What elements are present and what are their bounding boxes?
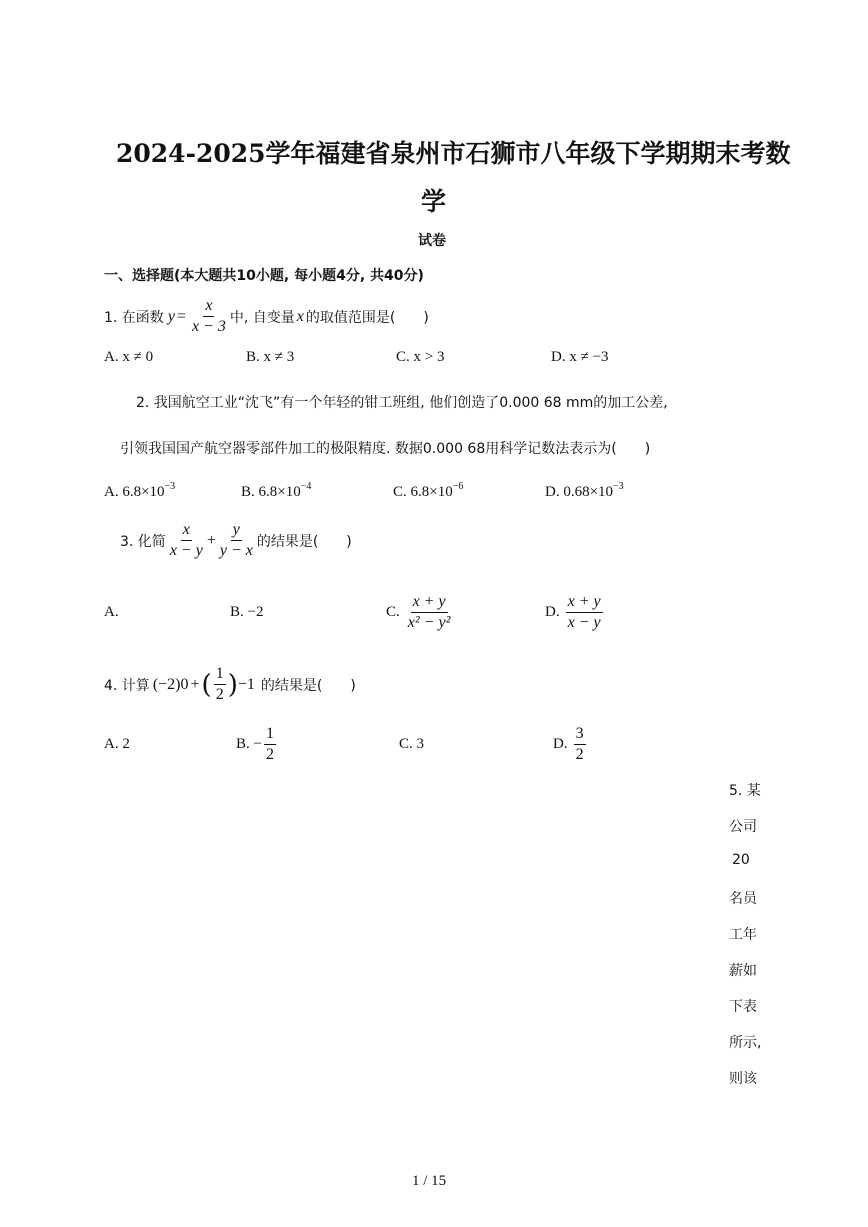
q3-option-d-label: D.: [545, 604, 560, 620]
q3-fraction-1: [168, 521, 205, 560]
q1-option-a[interactable]: A. x ≠ 0: [104, 349, 154, 365]
q2-option-d-text: D. 0.68×10: [545, 484, 614, 500]
q3-f1-num: x: [181, 521, 192, 541]
q5-text-line: 所示,: [729, 1035, 762, 1051]
q3-option-c[interactable]: [386, 593, 454, 632]
q2-option-c-text: C. 6.8×10: [393, 484, 453, 500]
q3-option-d-den: x − y: [567, 614, 601, 631]
q3-option-c-fraction: [406, 593, 453, 632]
q5-text-line: 名员: [729, 891, 757, 907]
q4-option-d-den: 2: [575, 746, 584, 763]
page-number: 1 / 15: [412, 1173, 447, 1189]
q1-eq: =: [176, 307, 186, 325]
q4-prefix: 4. 计算: [104, 677, 150, 694]
q4-option-c[interactable]: C. 3: [399, 736, 425, 752]
q1-option-d[interactable]: D. x ≠ −3: [551, 349, 609, 365]
section-heading: 一、选择题(本大题共10小题, 每小题4分, 共40分): [104, 268, 424, 284]
q2-option-c-exp: −6: [452, 481, 464, 492]
q1-suffix-b: 的取值范围是( ): [305, 309, 429, 326]
q2-option-c[interactable]: [393, 481, 463, 501]
q2-option-b-exp: −4: [300, 481, 312, 492]
q3-f1-den: x − y: [169, 542, 203, 559]
q4-option-d-label: D.: [553, 736, 568, 752]
q5-text-line: 工年: [729, 927, 757, 943]
q5-text-line: 薪如: [729, 963, 757, 979]
q2-line1: 2. 我国航空工业“沈飞”有一个年轻的钳工班组, 他们创造了0.000 68 mm的加工公差,: [136, 395, 668, 411]
q4-frac-num: 1: [214, 665, 226, 685]
q1-y: y: [167, 307, 175, 325]
q2-option-a-text: A. 6.8×10: [104, 484, 165, 500]
q3-option-b[interactable]: B. −2: [230, 604, 264, 620]
question-1: [104, 297, 429, 336]
q4-frac-den: 2: [215, 686, 224, 703]
q2-option-d[interactable]: [545, 481, 624, 501]
q3-option-d-num: x + y: [566, 593, 603, 613]
q5-text-line: 则该: [729, 1071, 757, 1087]
q4-base: (−2): [152, 675, 181, 693]
q5-text-line: 20: [732, 852, 750, 868]
q2-line2: 引领我国国产航空器零部件加工的极限精度. 数据0.000 68用科学记数法表示为( ): [120, 441, 651, 457]
q1-suffix-a: 中, 自变量: [229, 309, 295, 326]
q1-frac-den: x − 3: [191, 318, 226, 335]
q4-right-paren-icon: ): [227, 669, 238, 700]
q3-option-a[interactable]: A.: [104, 604, 119, 620]
q3-option-c-num: x + y: [411, 593, 448, 613]
q3-option-d-fraction: [566, 593, 603, 632]
q2-option-b[interactable]: [241, 481, 311, 501]
q3-prefix: 3. 化简: [120, 533, 166, 550]
q1-option-b[interactable]: B. x ≠ 3: [246, 349, 295, 365]
q1-option-c[interactable]: C. x > 3: [396, 349, 445, 365]
q3-f2-num: y: [231, 521, 242, 541]
page-title-line2: 学: [421, 187, 447, 216]
q2-option-d-exp: −3: [613, 481, 624, 492]
q1-prefix: 1. 在函数: [104, 309, 164, 326]
q4-option-a[interactable]: A. 2: [104, 736, 130, 752]
q5-text-line: 5. 某: [729, 783, 761, 799]
q4-option-d-fraction: [574, 725, 586, 764]
q3-option-c-den: x² − y²: [407, 614, 451, 631]
q1-fraction: [190, 297, 228, 336]
q3-f2-den: y − x: [219, 542, 253, 559]
q3-option-d[interactable]: [545, 593, 605, 632]
q4-fraction: [214, 665, 226, 704]
q2-option-b-text: B. 6.8×10: [241, 484, 301, 500]
question-3: [120, 521, 352, 560]
q3-suffix: 的结果是( ): [256, 533, 352, 550]
q4-plus: +: [190, 675, 200, 693]
q3-plus: +: [206, 531, 216, 549]
q4-option-d[interactable]: [553, 725, 588, 764]
q4-option-b-label: B. −: [236, 736, 262, 752]
q4-option-b-fraction: [264, 725, 276, 764]
q4-left-paren-icon: (: [201, 669, 212, 700]
q4-suffix: 的结果是( ): [260, 677, 356, 694]
page-subtitle: 试卷: [418, 233, 446, 249]
q4-exp1: −1: [237, 675, 255, 693]
q2-option-a-exp: −3: [164, 481, 176, 492]
page-title-line1: 2024-2025学年福建省泉州市石狮市八年级下学期期末考数: [116, 139, 791, 168]
q4-option-b[interactable]: [236, 725, 278, 764]
q4-exp0: 0: [180, 675, 189, 693]
q4-option-b-den: 2: [265, 746, 274, 763]
question-4: [104, 665, 356, 704]
q1-var: x: [296, 307, 304, 325]
q2-option-a[interactable]: [104, 481, 175, 501]
q4-option-b-num: 1: [264, 725, 276, 745]
q4-option-d-num: 3: [574, 725, 586, 745]
q1-frac-num: x: [203, 297, 214, 317]
q3-fraction-2: [218, 521, 255, 560]
q5-text-line: 下表: [729, 999, 757, 1015]
q5-text-line: 公司: [729, 819, 757, 835]
q3-option-c-label: C.: [386, 604, 400, 620]
